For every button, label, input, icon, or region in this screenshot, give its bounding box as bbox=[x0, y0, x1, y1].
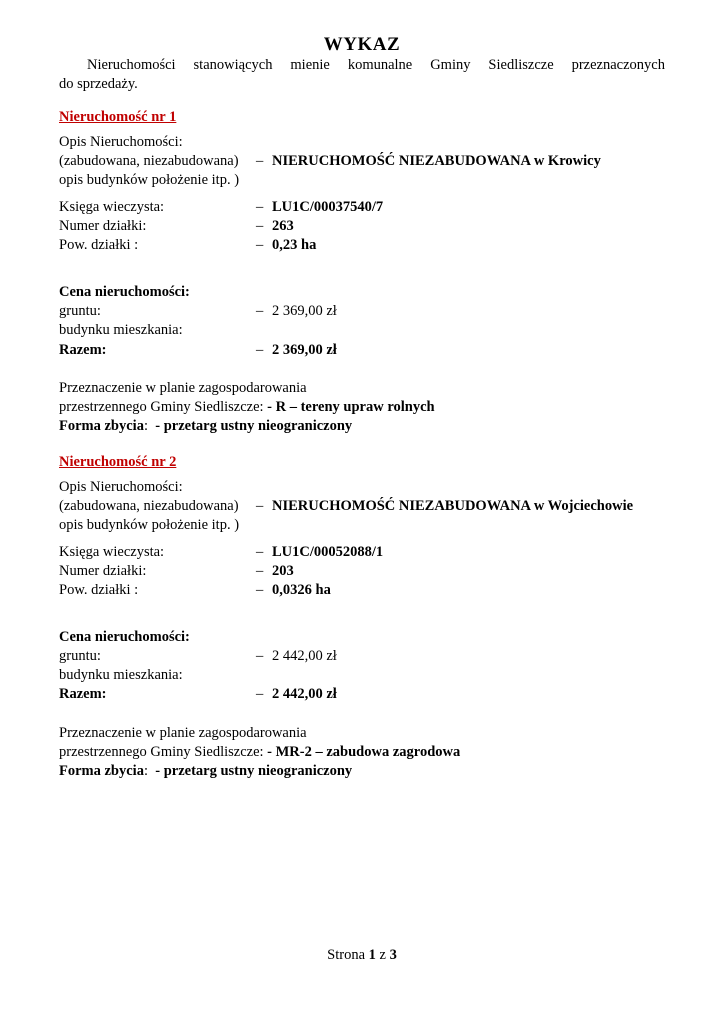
page-footer bbox=[0, 946, 724, 965]
parcel-value-row bbox=[256, 562, 294, 581]
plan-prefix: przestrzennego Gminy Siedliszcze: bbox=[59, 744, 264, 760]
dash: – bbox=[256, 237, 264, 253]
dash: – bbox=[256, 563, 264, 579]
desc-value-row bbox=[256, 152, 601, 171]
dash: – bbox=[256, 218, 264, 234]
page-sep: z bbox=[379, 947, 386, 963]
property-heading: Nieruchomość nr 2 bbox=[59, 454, 177, 470]
kw-value: LU1C/00052088/1 bbox=[272, 544, 384, 560]
plan-line-2 bbox=[59, 398, 435, 417]
area-label: Pow. działki : bbox=[59, 582, 139, 598]
intro-line-1: Nieruchomości stanowiących mienie komunalne Gminy Siedliszcze przeznaczonych bbox=[87, 57, 665, 73]
area-label: Pow. działki : bbox=[59, 237, 139, 253]
parcel-value: 203 bbox=[272, 563, 294, 579]
total-label: Razem: bbox=[59, 686, 107, 702]
land-value: 2 369,00 zł bbox=[272, 303, 337, 319]
area-value-row bbox=[256, 581, 331, 600]
total-label: Razem: bbox=[59, 342, 107, 358]
kw-value-row bbox=[256, 543, 383, 562]
building-label: budynku mieszkania: bbox=[59, 667, 183, 683]
sale-colon: : bbox=[143, 418, 148, 434]
area-value: 0,23 ha bbox=[272, 237, 317, 253]
price-heading: Cena nieruchomości: bbox=[59, 284, 190, 300]
total-value: 2 442,00 zł bbox=[272, 686, 337, 702]
parcel-label: Numer działki: bbox=[59, 563, 147, 579]
sale-label: Forma zbycia bbox=[59, 418, 144, 434]
area-value: 0,0326 ha bbox=[272, 582, 331, 598]
desc-label: (zabudowana, niezabudowana) bbox=[59, 153, 239, 169]
desc-value: NIERUCHOMOŚĆ NIEZABUDOWANA w Krowicy bbox=[272, 153, 601, 169]
plan-line-1: Przeznaczenie w planie zagospodarowania bbox=[59, 380, 307, 396]
sale-label: Forma zbycia bbox=[59, 763, 144, 779]
dash: – bbox=[256, 544, 264, 560]
total-value-row bbox=[256, 341, 337, 360]
desc-label: Opis Nieruchomości: bbox=[59, 134, 183, 150]
dash: – bbox=[256, 498, 264, 514]
plan-value: - MR-2 – zabudowa zagrodowa bbox=[267, 744, 461, 760]
intro-line-2: do sprzedaży. bbox=[59, 76, 138, 92]
kw-label: Księga wieczysta: bbox=[59, 544, 165, 560]
area-value-row bbox=[256, 236, 316, 255]
dash: – bbox=[256, 153, 264, 169]
document-title: WYKAZ bbox=[323, 34, 401, 55]
dash: – bbox=[256, 342, 264, 358]
kw-value: LU1C/00037540/7 bbox=[272, 199, 384, 215]
desc-label: Opis Nieruchomości: bbox=[59, 479, 183, 495]
sale-colon: : bbox=[143, 763, 148, 779]
current-page: 1 bbox=[368, 947, 376, 963]
parcel-value: 263 bbox=[272, 218, 294, 234]
plan-line-1: Przeznaczenie w planie zagospodarowania bbox=[59, 725, 307, 741]
dash: – bbox=[256, 199, 264, 215]
land-value-row bbox=[256, 647, 337, 666]
desc-value-row bbox=[256, 497, 633, 516]
plan-value: - R – tereny upraw rolnych bbox=[267, 399, 435, 415]
page-label: Strona bbox=[327, 947, 366, 963]
price-heading: Cena nieruchomości: bbox=[59, 629, 190, 645]
total-value-row bbox=[256, 685, 337, 704]
dash: – bbox=[256, 582, 264, 598]
kw-value-row bbox=[256, 198, 383, 217]
parcel-value-row bbox=[256, 217, 294, 236]
dash: – bbox=[256, 686, 264, 702]
plan-prefix: przestrzennego Gminy Siedliszcze: bbox=[59, 399, 264, 415]
sale-form-row bbox=[59, 417, 352, 436]
building-label: budynku mieszkania: bbox=[59, 322, 183, 338]
dash: – bbox=[256, 648, 264, 664]
sale-value: - przetarg ustny nieograniczony bbox=[155, 763, 353, 779]
land-value: 2 442,00 zł bbox=[272, 648, 337, 664]
land-value-row bbox=[256, 302, 337, 321]
desc-value: NIERUCHOMOŚĆ NIEZABUDOWANA w Wojciechowie bbox=[272, 498, 634, 514]
plan-line-2 bbox=[59, 743, 460, 762]
sale-form-row bbox=[59, 762, 352, 781]
intro-paragraph bbox=[59, 56, 665, 94]
desc-label: opis budynków położenie itp. ) bbox=[59, 172, 240, 188]
property-heading: Nieruchomość nr 1 bbox=[59, 109, 177, 125]
land-label: gruntu: bbox=[59, 303, 101, 319]
kw-label: Księga wieczysta: bbox=[59, 199, 165, 215]
desc-label: (zabudowana, niezabudowana) bbox=[59, 498, 239, 514]
parcel-label: Numer działki: bbox=[59, 218, 147, 234]
total-value: 2 369,00 zł bbox=[272, 342, 337, 358]
total-pages: 3 bbox=[389, 947, 397, 963]
desc-label: opis budynków położenie itp. ) bbox=[59, 517, 240, 533]
land-label: gruntu: bbox=[59, 648, 101, 664]
dash: – bbox=[256, 303, 264, 319]
sale-value: - przetarg ustny nieograniczony bbox=[155, 418, 353, 434]
